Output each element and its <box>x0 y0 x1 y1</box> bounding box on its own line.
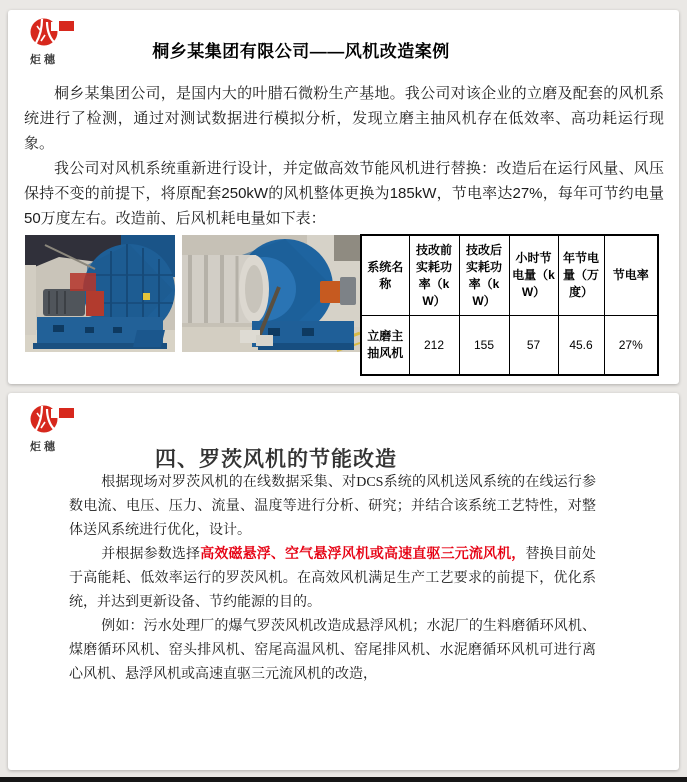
cell-power-before: 212 <box>409 316 459 376</box>
document-page-2 <box>8 393 679 770</box>
header-hourly-saving: 小时节电量（kW） <box>509 235 558 316</box>
paragraph2-highlighted-text: 高效磁悬浮、空气悬浮风机或高速直驱三元流风机， <box>200 547 526 562</box>
header-power-before: 技改前实耗功率（kW） <box>409 235 459 316</box>
paragraph2-prefix: 并根据参数选择 <box>101 547 201 562</box>
fan-photo-right <box>182 235 360 352</box>
page2-paragraph-3: 例如：污水处理厂的爆气罗茨风机改造成悬浮风机；水泥厂的生料磨循环风机、煤磨循环风机、窑头排风机、窑尾高温风机、窑尾排风机、水泥磨循环风机可进行离心风机、悬浮风机或高速直驱三元流风机的改造， <box>69 619 596 682</box>
power-comparison-table <box>360 234 659 376</box>
cell-saving-rate: 27% <box>604 316 658 376</box>
page2-paragraph-2 <box>69 543 596 615</box>
page1-body-text <box>24 81 664 231</box>
page2-section-title: 四、罗茨风机的节能改造 <box>155 447 397 471</box>
document-page-1 <box>8 10 679 384</box>
page1-paragraph-1: 桐乡某集团公司，是国内大的叶腊石微粉生产基地。我公司对该企业的立磨及配套的风机系统进行了检测，通过对测试数据进行模拟分析，发现立磨主抽风机存在低效率、高功耗运行现象。 <box>24 85 664 152</box>
table-row <box>361 316 658 376</box>
cell-system-name: 立磨主抽风机 <box>361 316 409 376</box>
cell-power-after: 155 <box>459 316 509 376</box>
cell-yearly-saving: 45.6 <box>558 316 604 376</box>
header-system-name: 系统名称 <box>361 235 409 316</box>
next-page-edge <box>0 777 687 782</box>
torch-logo-icon <box>30 401 76 437</box>
cell-hourly-saving: 57 <box>509 316 558 376</box>
page2-paragraph-1: 根据现场对罗茨风机的在线数据采集、对DCS系统的风机送风系统的在线运行参数电流、电压、压力、流量、温度等进行分析、研究；并结合该系统工艺特性，对整体送风系统进行优化，设计。 <box>69 475 596 538</box>
page1-paragraph-2: 我公司对风机系统重新进行设计，并定做高效节能风机进行替换：改造后在运行风量、风压保持不变的前提下，将原配套250kW的风机整体更换为185kW，节电率达27%，每年可节约电量50万度左右。改造前、后风机耗电量如下表： <box>24 160 664 227</box>
fan-photo-left <box>25 235 175 352</box>
company-logo <box>30 401 84 454</box>
paragraph2-suffix: 替换目前处于高能耗、低效率运行的罗茨风机。在高效风机满足生产工艺要求的前提下，优化系统，并达到更新设备、节约能源的目的。 <box>69 547 597 610</box>
page1-title: 桐乡某集团有限公司——风机改造案例 <box>152 42 450 61</box>
header-power-after: 技改后实耗功率（kW） <box>459 235 509 316</box>
header-yearly-saving: 年节电量（万度） <box>558 235 604 316</box>
header-saving-rate: 节电率 <box>604 235 658 316</box>
logo-text: 炬穗 <box>30 441 58 453</box>
logo-text: 炬穗 <box>30 54 58 66</box>
table-header-row <box>361 235 658 316</box>
page2-body-text <box>69 471 596 687</box>
